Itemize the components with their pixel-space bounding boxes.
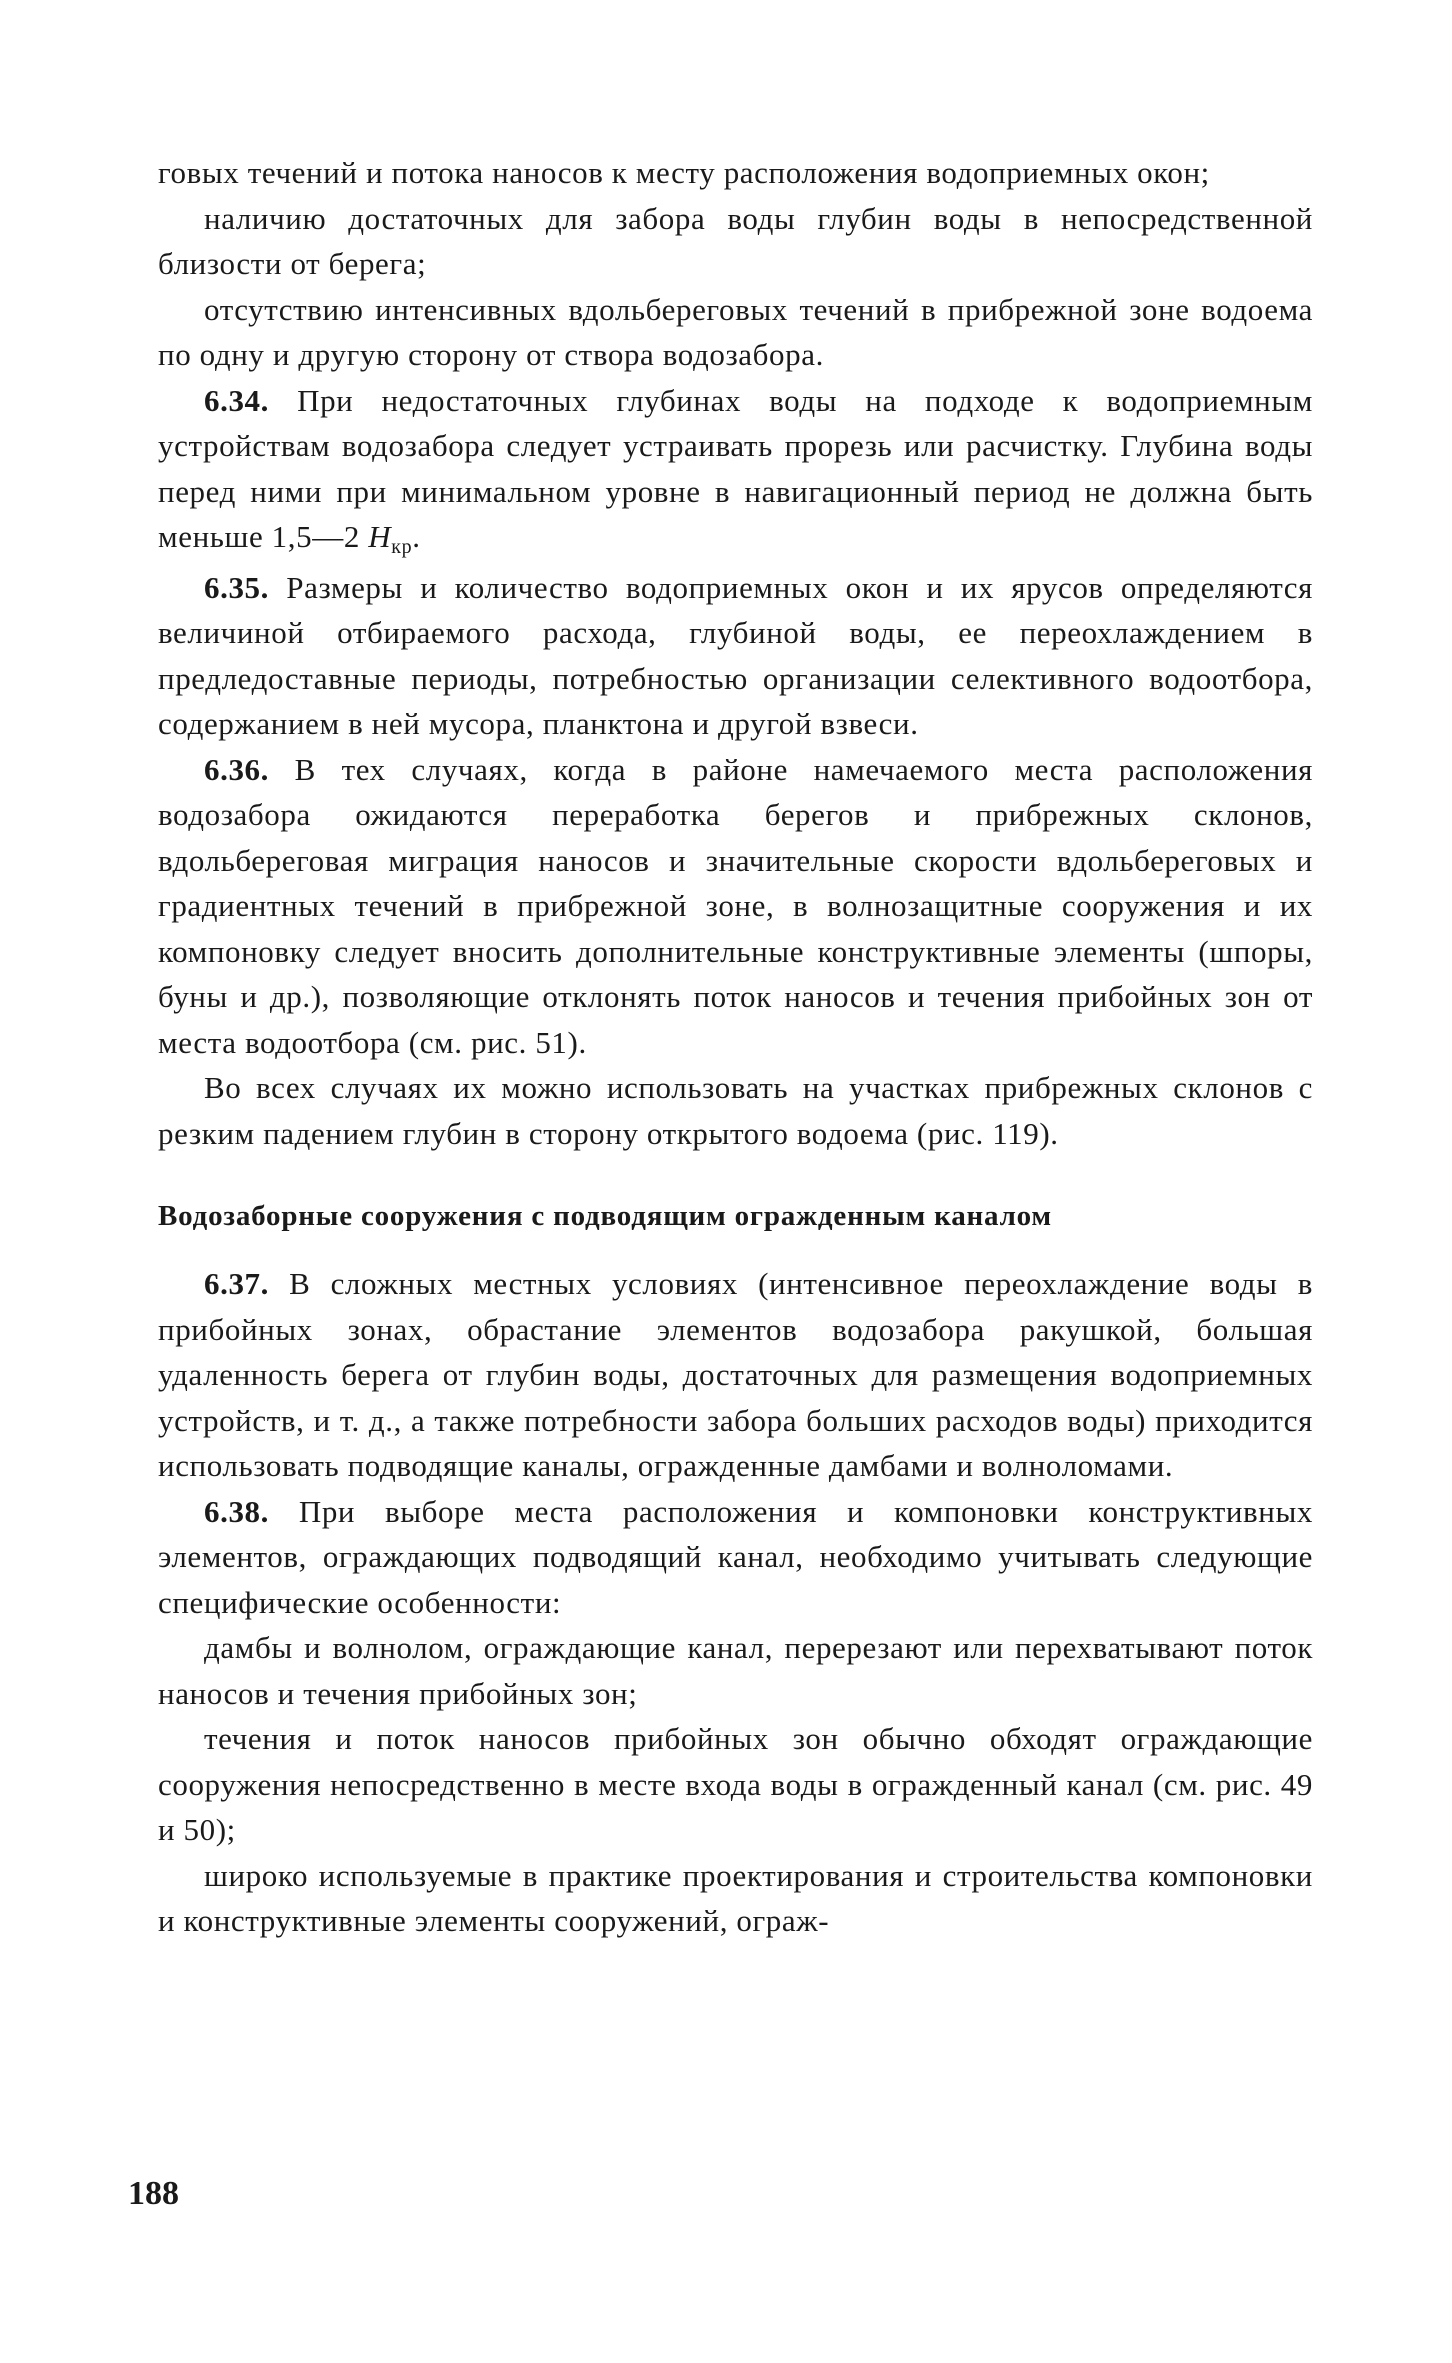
paragraph-note: Во всех случаях их можно использовать на участках прибрежных склонов с резким падением глубин в сторону открытого водоема (рис. 119). [158, 1070, 1313, 1151]
section-heading: Водозаборные сооружения с подводящим огражденным каналом [158, 1200, 1052, 1232]
clause-number: 6.37. [204, 1266, 269, 1301]
paragraph-6-36: 6.36. В тех случаях, когда в районе намечаемого места расположения водозабора ожидаются переработка берегов и прибрежных склонов, вдольбереговая миграция наносов и значительные скорости вдольбереговых и градиентных течений в прибрежной зоне, в волнозащитные сооружения и их компоновку следует вносить дополнительные конструктивные элементы (шпоры, буны и др.), позволяющие отклонять поток наносов и течения прибойных зон от места водоотбора (см. рис. 51). [158, 751, 1313, 1060]
clause-number: 6.38. [204, 1493, 269, 1529]
paragraph-6-35: 6.35. Размеры и количество водоприемных окон и их ярусов определяются величиной отбираемого расхода, глубиной воды, ее переохлаждением в предледоставные периоды, потребностью организации селективного водоотбора, содержанием в ней мусора, планктона и другой взвеси. [158, 569, 1313, 741]
paragraph-list-item: отсутствию интенсивных вдольбереговых течений в прибрежной зоне водоема по одну и другую сторону от створа водозабора. [158, 291, 1313, 372]
formula-subscript: кр [391, 536, 413, 558]
clause-number: 6.35. [204, 569, 269, 605]
clause-number: 6.34. [204, 382, 269, 418]
paragraph-6-38: 6.38. При выборе места расположения и компоновки конструктивных элементов, ограждающих подводящий канал, необходимо учитывать следующие специфические особенности: [158, 1493, 1313, 1620]
paragraph-list-item: дамбы и волнолом, ограждающие канал, перерезают или перехватывают поток наносов и течения прибойных зон; [158, 1630, 1313, 1711]
page-number: 188 [128, 2175, 179, 2212]
paragraph-6-37: 6.37. В сложных местных условиях (интенсивное переохлаждение воды в прибойных зонах, обрастание элементов водозабора ракушкой, большая удаленность берега от глубин воды, достаточных для размещения водоприемных устройств, и т. д., а также потребности забора больших расходов воды) приходится использовать подводящие каналы, огражденные дамбами и волноломами. [158, 1266, 1313, 1483]
clause-number: 6.36. [204, 751, 269, 787]
paragraph-list-item: течения и поток наносов прибойных зон обычно обходят ограждающие сооружения непосредственно в месте входа воды в огражденный канал (см. рис. 49 и 50); [158, 1721, 1313, 1847]
paragraph-list-item: широко используемые в практике проектирования и строительства компоновки и конструктивные элементы сооружений, ограж- [158, 1857, 1313, 1938]
paragraph-6-34: 6.34. При недостаточных глубинах воды на подходе к водоприемным устройствам водозабора следует устраивать прорезь или расчистку. Глубина воды перед ними при минимальном уровне в навигационный период не должна быть меньше 1,5—2 $H_{кр}$. [158, 382, 1313, 558]
page-body [158, 150, 1313, 1944]
paragraph-continuation: говых течений и потока наносов к месту расположения водоприемных окон; [158, 155, 1210, 190]
paragraph-list-item: наличию достаточных для забора воды глубин воды в непосредственной близости от берега; [158, 200, 1313, 281]
formula-symbol: H [368, 519, 392, 554]
